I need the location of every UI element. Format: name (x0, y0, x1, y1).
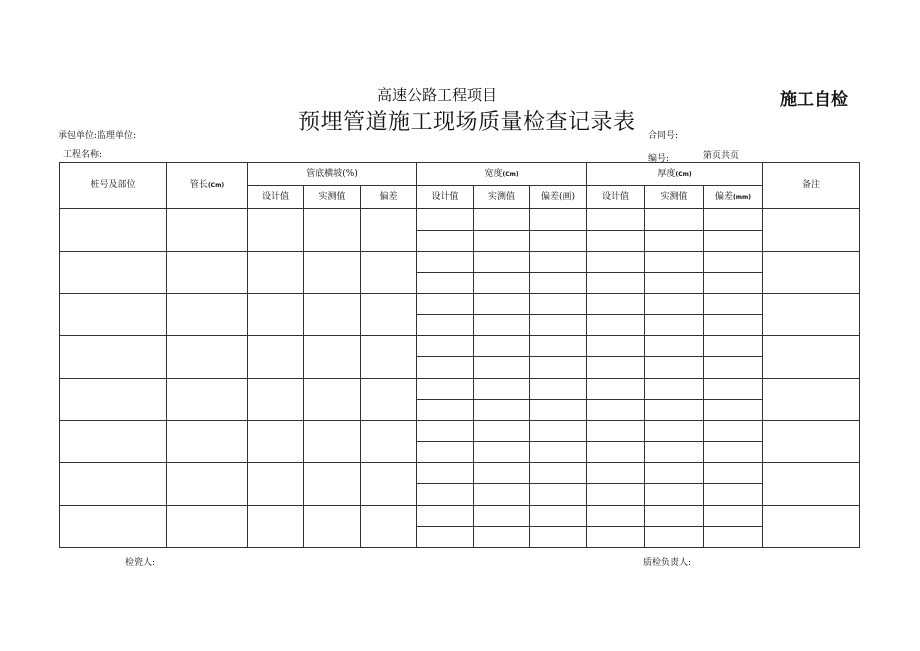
cell-width-measured[interactable] (474, 484, 530, 505)
cell-slope-measured[interactable] (304, 463, 361, 505)
cell-slope-deviation[interactable] (361, 336, 417, 378)
inspection-table (59, 162, 860, 548)
cell-width-deviation[interactable] (530, 399, 587, 420)
cell-thickness-measured[interactable] (645, 251, 704, 272)
table-row (60, 209, 860, 230)
cell-thickness-deviation[interactable] (704, 526, 763, 547)
cell-width-deviation[interactable] (530, 505, 587, 526)
cell-thickness-measured[interactable] (645, 315, 704, 336)
cell-width-deviation[interactable] (530, 484, 587, 505)
cell-width-measured[interactable] (474, 378, 530, 399)
cell-thickness-design[interactable] (587, 336, 645, 357)
contract-no-label: 合同号: (648, 131, 679, 141)
subheader-width-deviation: 偏差(画) (530, 186, 587, 209)
table-row (60, 463, 860, 484)
cell-slope-design[interactable] (248, 293, 304, 335)
cell-thickness-deviation[interactable] (704, 484, 763, 505)
cell-width-measured[interactable] (474, 505, 530, 526)
cell-thickness-deviation[interactable] (704, 293, 763, 314)
subheader-thickness-design: 设计值 (587, 186, 645, 209)
cell-width-deviation[interactable] (530, 463, 587, 484)
cell-width-deviation[interactable] (530, 357, 587, 378)
cell-width-design[interactable] (417, 442, 474, 463)
cell-remark[interactable] (763, 505, 860, 547)
cell-width-measured[interactable] (474, 357, 530, 378)
cell-thickness-measured[interactable] (645, 505, 704, 526)
cell-thickness-measured[interactable] (645, 484, 704, 505)
cell-slope-deviation[interactable] (361, 420, 417, 462)
cell-slope-deviation[interactable] (361, 293, 417, 335)
cell-width-design[interactable] (417, 378, 474, 399)
cell-length[interactable] (167, 378, 248, 420)
cell-thickness-design[interactable] (587, 484, 645, 505)
cell-thickness-design[interactable] (587, 378, 645, 399)
cell-thickness-measured[interactable] (645, 463, 704, 484)
cell-width-deviation[interactable] (530, 420, 587, 441)
page-info: 第页共页 (703, 151, 740, 161)
subheader-slope-deviation: 偏差 (361, 186, 417, 209)
cell-width-measured[interactable] (474, 336, 530, 357)
cell-length[interactable] (167, 463, 248, 505)
cell-width-design[interactable] (417, 251, 474, 272)
cell-slope-deviation[interactable] (361, 209, 417, 251)
cell-thickness-deviation[interactable] (704, 315, 763, 336)
cell-thickness-deviation[interactable] (704, 505, 763, 526)
table-row (60, 293, 860, 314)
header-thickness: 厚度(Cm) (587, 163, 763, 186)
cell-remark[interactable] (763, 378, 860, 420)
cell-thickness-deviation[interactable] (704, 272, 763, 293)
cell-remark[interactable] (763, 293, 860, 335)
cell-thickness-measured[interactable] (645, 526, 704, 547)
cell-slope-design[interactable] (248, 336, 304, 378)
cell-length[interactable] (167, 293, 248, 335)
cell-thickness-design[interactable] (587, 463, 645, 484)
cell-station[interactable] (60, 378, 167, 420)
cell-slope-design[interactable] (248, 420, 304, 462)
cell-slope-deviation[interactable] (361, 378, 417, 420)
cell-thickness-design[interactable] (587, 442, 645, 463)
cell-station[interactable] (60, 420, 167, 462)
cell-slope-measured[interactable] (304, 293, 361, 335)
cell-width-measured[interactable] (474, 463, 530, 484)
header-station: 桩号及部位 (60, 163, 167, 209)
cell-width-deviation[interactable] (530, 526, 587, 547)
cell-thickness-design[interactable] (587, 272, 645, 293)
cell-width-measured[interactable] (474, 209, 530, 230)
cell-slope-measured[interactable] (304, 209, 361, 251)
cell-thickness-measured[interactable] (645, 420, 704, 441)
cell-width-design[interactable] (417, 399, 474, 420)
cell-slope-measured[interactable] (304, 378, 361, 420)
cell-thickness-measured[interactable] (645, 357, 704, 378)
subheader-thickness-deviation: 偏差(mm) (704, 186, 763, 209)
cell-length[interactable] (167, 251, 248, 293)
cell-width-design[interactable] (417, 209, 474, 230)
cell-slope-deviation[interactable] (361, 251, 417, 293)
table-row (60, 420, 860, 441)
cell-length[interactable] (167, 420, 248, 462)
cell-thickness-design[interactable] (587, 251, 645, 272)
cell-thickness-measured[interactable] (645, 209, 704, 230)
project-name-label: 工程名称: (63, 150, 103, 160)
cell-thickness-deviation[interactable] (704, 442, 763, 463)
cell-width-measured[interactable] (474, 526, 530, 547)
cell-station[interactable] (60, 251, 167, 293)
cell-slope-deviation[interactable] (361, 505, 417, 547)
cell-width-deviation[interactable] (530, 293, 587, 314)
project-title: 高速公路工程项目 (377, 86, 498, 104)
cell-slope-design[interactable] (248, 209, 304, 251)
cell-remark[interactable] (763, 209, 860, 251)
cell-station[interactable] (60, 505, 167, 547)
table-row (60, 336, 860, 357)
cell-slope-design[interactable] (248, 251, 304, 293)
cell-width-measured[interactable] (474, 272, 530, 293)
subheader-slope-measured: 实测值 (304, 186, 361, 209)
cell-width-design[interactable] (417, 315, 474, 336)
page-title: 预埋管道施工现场质量检查记录表 (298, 110, 636, 135)
cell-remark[interactable] (763, 463, 860, 505)
inspector-label: 检瓷人: (125, 558, 156, 568)
cell-thickness-deviation[interactable] (704, 420, 763, 441)
header-length: 管长(Cm) (167, 163, 248, 209)
cell-width-deviation[interactable] (530, 336, 587, 357)
cell-thickness-deviation[interactable] (704, 251, 763, 272)
cell-thickness-design[interactable] (587, 505, 645, 526)
cell-width-design[interactable] (417, 336, 474, 357)
cell-station[interactable] (60, 293, 167, 335)
cell-thickness-measured[interactable] (645, 230, 704, 251)
cell-thickness-design[interactable] (587, 526, 645, 547)
cell-width-design[interactable] (417, 293, 474, 314)
cell-width-measured[interactable] (474, 293, 530, 314)
cell-width-deviation[interactable] (530, 378, 587, 399)
cell-remark[interactable] (763, 251, 860, 293)
cell-width-design[interactable] (417, 526, 474, 547)
subheader-width-measured: 实测值 (474, 186, 530, 209)
cell-thickness-deviation[interactable] (704, 399, 763, 420)
cell-thickness-design[interactable] (587, 315, 645, 336)
cell-length[interactable] (167, 209, 248, 251)
cell-width-measured[interactable] (474, 230, 530, 251)
cell-length[interactable] (167, 505, 248, 547)
cell-thickness-deviation[interactable] (704, 336, 763, 357)
cell-width-design[interactable] (417, 272, 474, 293)
cell-slope-measured[interactable] (304, 420, 361, 462)
cell-remark[interactable] (763, 420, 860, 462)
cell-slope-measured[interactable] (304, 251, 361, 293)
cell-width-design[interactable] (417, 505, 474, 526)
cell-thickness-measured[interactable] (645, 272, 704, 293)
header-remark: 备注 (763, 163, 860, 209)
cell-thickness-deviation[interactable] (704, 230, 763, 251)
cell-width-deviation[interactable] (530, 251, 587, 272)
cell-slope-measured[interactable] (304, 505, 361, 547)
header-slope: 管底横坡(%) (248, 163, 417, 186)
cell-slope-design[interactable] (248, 463, 304, 505)
cell-width-measured[interactable] (474, 399, 530, 420)
contractor-label: 承包单位:监理单位: (58, 131, 137, 141)
cell-width-deviation[interactable] (530, 272, 587, 293)
cell-thickness-deviation[interactable] (704, 209, 763, 230)
table-row (60, 505, 860, 526)
serial-label: 编号: (648, 154, 670, 164)
cell-thickness-measured[interactable] (645, 336, 704, 357)
cell-width-deviation[interactable] (530, 442, 587, 463)
qc-person-label: 质检负责人: (643, 558, 692, 568)
subheader-width-design: 设计值 (417, 186, 474, 209)
cell-width-deviation[interactable] (530, 315, 587, 336)
cell-width-design[interactable] (417, 463, 474, 484)
cell-thickness-design[interactable] (587, 209, 645, 230)
cell-width-deviation[interactable] (530, 230, 587, 251)
cell-thickness-deviation[interactable] (704, 463, 763, 484)
cell-thickness-measured[interactable] (645, 378, 704, 399)
cell-slope-design[interactable] (248, 505, 304, 547)
cell-width-measured[interactable] (474, 251, 530, 272)
cell-thickness-deviation[interactable] (704, 378, 763, 399)
cell-thickness-design[interactable] (587, 357, 645, 378)
subheader-slope-design: 设计值 (248, 186, 304, 209)
cell-width-measured[interactable] (474, 315, 530, 336)
cell-thickness-measured[interactable] (645, 442, 704, 463)
cell-width-measured[interactable] (474, 420, 530, 441)
cell-thickness-deviation[interactable] (704, 357, 763, 378)
cell-thickness-measured[interactable] (645, 399, 704, 420)
cell-slope-deviation[interactable] (361, 463, 417, 505)
cell-thickness-design[interactable] (587, 399, 645, 420)
cell-slope-measured[interactable] (304, 336, 361, 378)
cell-thickness-measured[interactable] (645, 293, 704, 314)
cell-width-measured[interactable] (474, 442, 530, 463)
cell-thickness-design[interactable] (587, 230, 645, 251)
cell-thickness-design[interactable] (587, 420, 645, 441)
table-row (60, 378, 860, 399)
cell-width-design[interactable] (417, 230, 474, 251)
cell-thickness-design[interactable] (587, 293, 645, 314)
cell-station[interactable] (60, 463, 167, 505)
cell-width-design[interactable] (417, 420, 474, 441)
cell-length[interactable] (167, 336, 248, 378)
cell-remark[interactable] (763, 336, 860, 378)
header-width: 宽度(Cm) (417, 163, 587, 186)
table-row (60, 251, 860, 272)
cell-station[interactable] (60, 209, 167, 251)
self-check-label: 施工自检 (780, 90, 848, 110)
cell-station[interactable] (60, 336, 167, 378)
cell-width-deviation[interactable] (530, 209, 587, 230)
cell-width-design[interactable] (417, 484, 474, 505)
subheader-thickness-measured: 实测值 (645, 186, 704, 209)
cell-width-design[interactable] (417, 357, 474, 378)
cell-slope-design[interactable] (248, 378, 304, 420)
